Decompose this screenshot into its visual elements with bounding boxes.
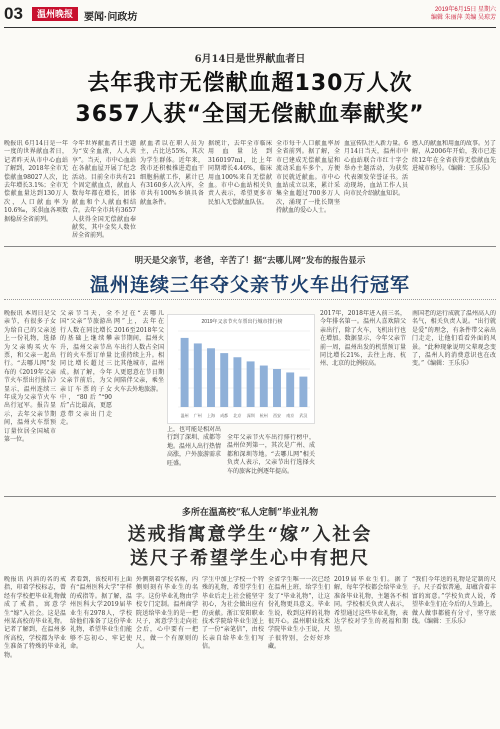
issue-date: 2019年6月15日 星期六 <box>434 7 496 13</box>
chart-bar <box>220 353 228 407</box>
chart-bar <box>260 366 268 407</box>
article2-column: 晚报讯 本周日是父亲节，有很多子女为给自己的父亲送上一份礼物，选择为父亲购买火车票，和父亲一起出行。“去哪儿网”发布的《2019年父亲节火车票出行报告》显示，温州连续三年成为父亲节火车出行冠军。报告显示，去年父亲节期间，温州火车票预订量位居全国城市第一位。 <box>4 310 56 444</box>
article1-kicker: 6月14日是世界献血者日 <box>194 54 306 65</box>
chart-bar <box>181 338 189 407</box>
chart-bar <box>233 357 241 407</box>
article1-column: 据统计，去年全市临床用血量达到3160197ml，比上年同期增长4.46%，临床用血100%来自无偿献血。市中心血站相关负责人表示，希望更多市民加入无偿献血队伍。 <box>208 140 272 206</box>
chart-bar <box>207 348 215 407</box>
section-name: 要闻·问政坊 <box>84 12 138 23</box>
chart-tick-label: 成都 <box>220 413 229 418</box>
chart-bar <box>247 361 255 407</box>
chart-tick-label: 广州 <box>193 413 202 418</box>
article1-headline-line1: 去年我市无偿献血超130万人次 <box>87 71 413 96</box>
article1-column: 今年世界献血者日主题为“安全血液，人人共享”。当天，市中心血站在各献血屋开展了纪念活动。目前全市共有21个固定献血点，献血人数每年都在增长，团体献血和个人献血相结合。去年全市共有3657人获得全国无偿献血奉献奖，其中金奖人数位居全省前列。 <box>72 140 136 240</box>
chart-title: 2019年父亲节火车票出行城市排行榜 <box>201 319 283 325</box>
article2-column: 2017年，2018年进入前三名，今年排名第一。温州人喜欢陪父亲出行，除了火车，飞机出行也在增加。数据显示，今年父亲节前一周，温州出发的机票预订量同比增长21%，去往上海、杭州、北京的比例较高。 <box>320 310 406 368</box>
article2-column: 全年父亲节火车出行排行榜中，温州位列第一，其次是广州、成都和深圳等地。“去哪儿网”相关负责人表示，父亲节出行选择火车的旅客比例逐年提高。 <box>227 434 315 475</box>
article3-column: “我们今年送的礼物是定制的尺子。尺子看似普通，却蕴含着丰富的寓意。”学校负责人说，希望毕业生们在今后的人生路上，做人做事都能有分寸，坚守底线。《编辑：王乐乐》 <box>412 576 496 626</box>
chart-tick-label: 南京 <box>286 413 295 418</box>
date-info <box>431 6 496 22</box>
chart-tick-label: 西安 <box>273 413 281 418</box>
chart-tick-label: 深圳 <box>246 413 255 418</box>
paper-logo: 温州晚报 <box>32 7 78 21</box>
article2-column: 父亲节当天，全国“父亲”节旅游出行人数在同比增长的基础上继续攀升，温州父亲节出行的火车票订单量同比增长超过三成。据了解，今年父亲节前后，为父亲订车票的子女中，“80后”“90后”占比最高，更愿意带父亲出门走走。 <box>60 310 112 427</box>
article3-column: 学生中加上学校一个特殊的礼物，希望学生们毕业后走上社会能坚守初心，为社会做出应有的贡献。浙江安阳职业技术学院给毕业生送上了一份“亲笔信”，由校长亲自给毕业生们写信。 <box>202 576 264 651</box>
chart-caption: 上，也可能是相对出行到了深圳、成都等地。温州人出行热情高涨，户外旅游需求旺盛。 <box>167 426 222 467</box>
article1-column: 献血者以在职人员为主，占比达55%，其次为学生群体。近年来，我市还积极推进造血干细胞捐献工作，累计已有3160多人次入库，全市共有100%乡镇具备献血条件。 <box>140 140 204 206</box>
article3-column: 全省学生唯一一次已经在温州上班，给学生们发了“毕业礼物”，让这份礼物更具意义。毕业生说，收到这样的礼物很开心。温州职业技术学院毕业生小王说，尺子很特别，会好好珍藏。 <box>268 576 330 651</box>
article3-column: 晚报讯 内斜的名的戒指，印着学校标志，曾经有学校把毕业礼物做成了戒指，寓意学生“嫁”入社会。这是温州某高校的毕业礼物。记者了解到，在温州多所高校，学校都为毕业生准备了特殊的毕业礼物。 <box>4 576 66 659</box>
article1-column: 血宣传队注入新力量。6月14日当天，温州市中心血站联合市红十字会举办主题活动，为获奖代表颁发荣誉证书。活动现场，血站工作人员向市民介绍献血知识。 <box>344 140 408 198</box>
article1-headline-line2: 3657人获“全国无偿献血奉献奖” <box>75 102 425 127</box>
article3-kicker: 多所在温高校“私人定制”毕业礼物 <box>181 508 319 518</box>
page-header <box>0 0 500 30</box>
chart-tick-label: 上海 <box>207 413 215 418</box>
page-number: 03 <box>4 4 23 23</box>
article1-column: 晚报讯 6月14日是一年一度的世界献血者日，记者昨天从市中心血站了解到，2018年全市无偿献血98027人次，比去年增长3.1%；全市无偿献血量达到130万人次，人口献血率为10.6‰，采供血各项数据稳居全省前列。 <box>4 140 68 223</box>
header-rule <box>4 27 496 28</box>
article3-column: 外侧刻着学校名称，内侧则刻有毕业生的名字。这份毕业礼物由学校专门定制。温州商学院送给毕业生的是一把尺子，寓意学生走向社会后，心中要有一把尺，做一个有原则的人。 <box>136 576 198 651</box>
chart-tick-label: 北京 <box>233 413 242 418</box>
article2-column: 南国老的运行成就了温州高人的名气，相关负责人说。“出行就是爱”的理念，有条件带父亲出门走走，让他们看看外面的风景。“此种现象说明父辈观念变了，温州人的消费意识也在改变。”《编辑：王乐乐》 <box>412 310 496 368</box>
article3-headline-line1: 送戒指寓意学生“嫁”入社会 <box>127 524 373 545</box>
chart-plot <box>168 325 316 421</box>
article1-column: 全市每千人口献血率居全省前列。据了解，全市已建成无偿献血屋和流动采血车多个，方便市民就近献血。市中心血站成立以来，累计采集全血超过700多万人次，涌现了一批长期坚持献血的爱心人士。 <box>276 140 340 215</box>
chart-bar <box>273 369 281 407</box>
article2-headline: 温州连续三年夺父亲节火车出行冠军 <box>89 274 410 296</box>
chart-bar <box>299 377 307 407</box>
article1-column: 感人的献血和用血的故事。另了解，从2006年开始，我市已连续12年在全省获得无偿献血先进城市称号。《编辑：王乐乐》 <box>412 140 496 173</box>
article2-column: 不过在“去哪儿网”上，去年在2016至2018年父亲节期间，温州火车出行人数占全国比重持续上升。相比其他城市，温州人更愿意在节日期间陪伴父亲，乘坐火车去外地旅游。 <box>114 310 164 393</box>
section-divider <box>4 246 496 247</box>
article2-kicker: 明天是父亲节，老爸，辛苦了！据“去哪儿网”发布的报告显示 <box>134 256 366 266</box>
headline-underline <box>4 299 496 300</box>
editor-credits: 编辑 朱丽萍 美编 吴琼芳 <box>430 15 496 21</box>
article3-column: 者看到，该校印有上面有“温州医科大学”字样的戒指等。据了解，温州医科大学2019届毕业生有2978人，学校给他们准备了这份毕业礼物，希望毕业生们能够不忘初心、牢记使命。 <box>70 576 132 651</box>
article3-column: 2019届毕业生们。据了解，每年学校都会给毕业生准备毕业礼物，主题各不相同。学校相关负责人表示，希望通过这些毕业礼物，表达学校对学生的祝福和期望。 <box>334 576 408 634</box>
section-divider <box>4 496 496 497</box>
chart-tick-label: 温州 <box>180 413 189 418</box>
chart-bar <box>194 343 202 407</box>
chart-bar <box>286 372 294 407</box>
chart-tick-label: 武汉 <box>299 413 308 418</box>
article3-headline-line2: 送尺子希望学生心中有把尺 <box>130 548 370 569</box>
chart-tick-label: 杭州 <box>259 413 268 418</box>
rail-travel-chart <box>167 314 315 424</box>
